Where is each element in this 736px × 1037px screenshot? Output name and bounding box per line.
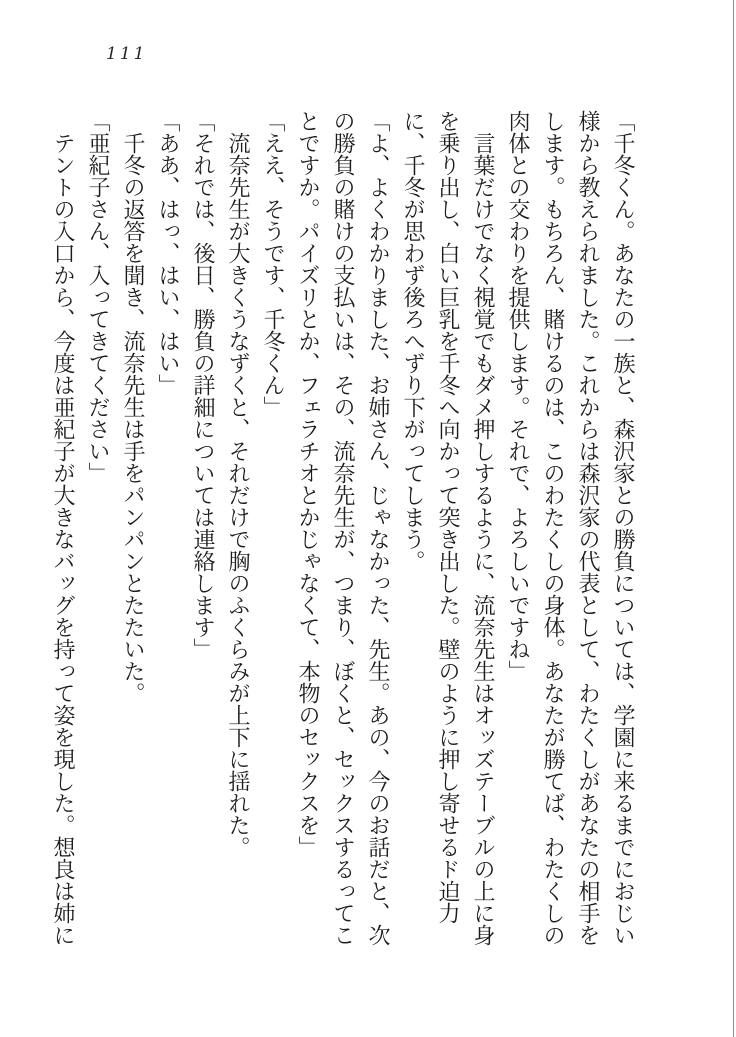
paragraph-narration-1: 言葉だけでなく視覚でもダメ押しするように、流奈先生はオッズテーブルの上に身を乗り出し、白い巨乳を千冬へ向かって突き出した。壁のように押し寄せるド迫力に、千冬が思わず後ろへずり下がってしまう。 <box>400 110 495 946</box>
paragraph-narration-4: テントの入口から、今度は亜紀子が大きなバッグを持って姿を現した。想良は姉に <box>50 110 75 946</box>
paragraph-narration-3: 千冬の返答を聞き、流奈先生は手をパンパンとたたいた。 <box>120 110 145 704</box>
paragraph-dialogue-2: 「よ、よくわかりました、お姉さん、じゃなかった、先生。あの、今のお話だと、次の勝負の賭けの支払いは、その、流奈先生が、つまり、ぼくと、セックスするってことですか。パイズリとか、フェラチオとかじゃなくて、本物のセックスを」 <box>295 110 390 946</box>
paragraph-dialogue-5: 「ああ、はっ、はい、はい」 <box>155 110 180 396</box>
paragraph-dialogue-1: 「千冬くん。あなたの一族と、森沢家との勝負については、学園に来るまでにおじい様から教えられました。これからは森沢家の代表として、わたくしがあなたの相手をします。もちろん、賭けるのは、このわたくしの身体。あなたが勝てば、わたくしの肉体との交わりを提供します。それで、よろしいですね」 <box>505 110 635 946</box>
paragraph-dialogue-3: 「ええ、そうです、千冬くん」 <box>260 110 285 418</box>
paragraph-dialogue-6: 「亜紀子さん、入ってきてください」 <box>85 110 110 484</box>
page-scan-edge-line <box>733 0 734 1037</box>
paragraph-dialogue-4: 「それでは、後日、勝負の詳細については連絡します」 <box>190 110 215 660</box>
paragraph-narration-2: 流奈先生が大きくうなずくと、それだけで胸のふくらみが上下に揺れた。 <box>225 110 250 858</box>
page-number: 111 <box>106 44 148 64</box>
vertical-text-block <box>45 110 640 950</box>
